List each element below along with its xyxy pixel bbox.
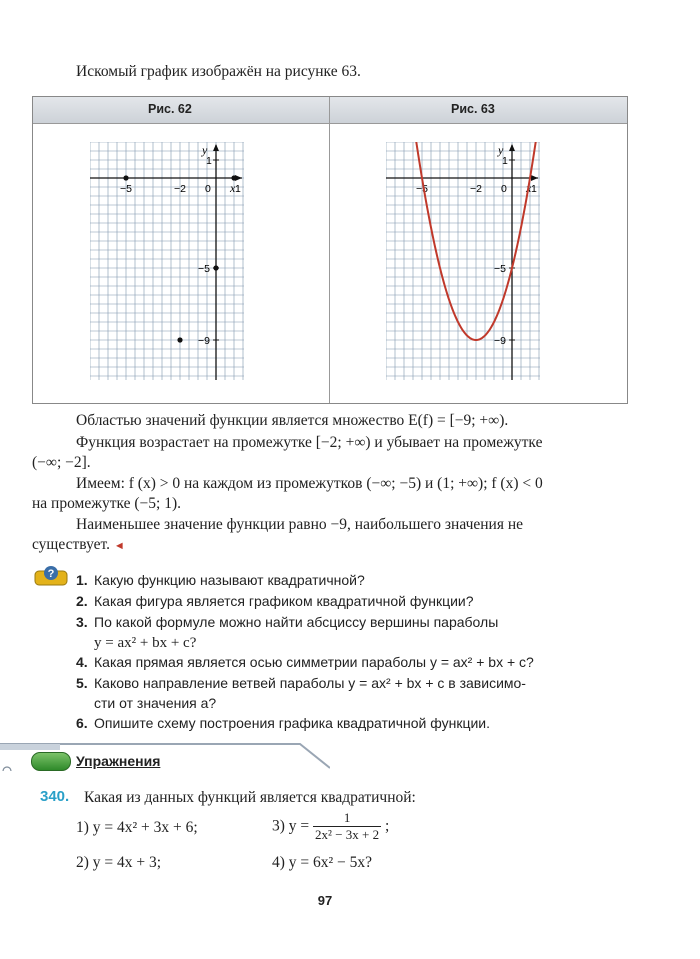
paragraph-monotonic-cont: (−∞; −2]. bbox=[32, 454, 91, 471]
exercise-text: Какая из данных функций является квадратичной: bbox=[84, 789, 416, 806]
x-tick-label: −2 bbox=[470, 183, 482, 195]
graph-point bbox=[231, 175, 236, 180]
y-axis-label: y bbox=[498, 143, 504, 157]
paragraph-extrema: Наименьшее значение функции равно −9, наибольшего значения не bbox=[76, 516, 524, 533]
page-number: 97 bbox=[317, 893, 333, 908]
figure-divider bbox=[329, 97, 330, 403]
exercise-option-4: 4) y = 6x² − 5x? bbox=[272, 854, 373, 871]
y-tick-label: −5 bbox=[494, 263, 506, 275]
paragraph-sign-cont: на промежутке (−5; 1). bbox=[32, 495, 181, 512]
x-tick-label: −5 bbox=[416, 183, 428, 195]
figure-63-title: Рис. 63 bbox=[451, 102, 495, 116]
graph-point bbox=[177, 337, 182, 342]
y-tick-label: −9 bbox=[494, 335, 506, 347]
graph-point bbox=[123, 175, 128, 180]
x-axis-label: x bbox=[230, 181, 236, 195]
figure-62-title: Рис. 62 bbox=[148, 102, 192, 116]
exercises-pill-icon bbox=[31, 752, 71, 771]
question-mark-icon bbox=[32, 565, 70, 587]
svg-text:?: ? bbox=[47, 568, 55, 580]
x-tick-label: 1 bbox=[531, 183, 537, 195]
figures-header bbox=[33, 97, 627, 124]
y-axis-arrow bbox=[213, 144, 219, 151]
exercise-option-1: 1) y = 4x² + 3x + 6; bbox=[76, 819, 198, 836]
x-tick-label: −2 bbox=[174, 183, 186, 195]
question-4: 4. Какая прямая является осью симметрии параболы y = ax² + bx + c? bbox=[76, 654, 534, 670]
paragraph-sign: Имеем: f (x) > 0 на каждом из промежутков (−∞; −5) и (1; +∞); f (x) < 0 bbox=[76, 475, 543, 492]
x-tick-label: 0 bbox=[205, 183, 211, 195]
paragraph-extrema-cont: существует. ◄ bbox=[32, 536, 125, 553]
graph-point bbox=[213, 265, 218, 270]
x-axis-label: x bbox=[526, 181, 532, 195]
x-tick-label: 0 bbox=[501, 183, 507, 195]
exercise-option-3: 3) y = $\frac{1}{\text{2x² − 3x + 2}}$ ; bbox=[272, 810, 390, 842]
intro-text: Искомый график изображён на рисунке 63. bbox=[76, 63, 361, 80]
x-tick-label: 1 bbox=[235, 183, 241, 195]
y-axis-label: y bbox=[202, 143, 208, 157]
paragraph-monotonic: Функция возрастает на промежутке [−2; +∞) и убывает на промежутке bbox=[76, 434, 543, 451]
question-1: 1. Какую функцию называют квадратичной? bbox=[76, 572, 365, 588]
y-tick-label: 1 bbox=[502, 155, 508, 167]
exercise-option-2: 2) y = 4x + 3; bbox=[76, 854, 162, 871]
x-tick-label: −5 bbox=[120, 183, 132, 195]
y-tick-label: −9 bbox=[198, 335, 210, 347]
figure-63-graph bbox=[386, 142, 540, 380]
y-tick-label: 1 bbox=[206, 155, 212, 167]
x-axis-arrow bbox=[531, 175, 538, 181]
exercise-number: 340. bbox=[40, 788, 70, 805]
y-tick-label: −5 bbox=[198, 263, 210, 275]
question-2: 2. Какая фигура является графиком квадратичной функции? bbox=[76, 593, 474, 609]
paragraph-range: Областью значений функции является множество E(f) = [−9; +∞). bbox=[76, 412, 509, 429]
end-of-solution-marker: ◄ bbox=[113, 540, 125, 552]
y-axis-arrow bbox=[509, 144, 515, 151]
figure-62-graph bbox=[90, 142, 244, 380]
question-3: 3. По какой формуле можно найти абсциссу вершины параболы y = ax² + bx + c? bbox=[76, 614, 499, 651]
exercises-heading: Упражнения bbox=[76, 753, 161, 769]
question-6: 6. Опишите схему построения графика квадратичной функции. bbox=[76, 715, 491, 731]
question-5: 5. Каково направление ветвей параболы y = ax² + bx + c в зависимо- сти от значения a? bbox=[76, 675, 526, 711]
